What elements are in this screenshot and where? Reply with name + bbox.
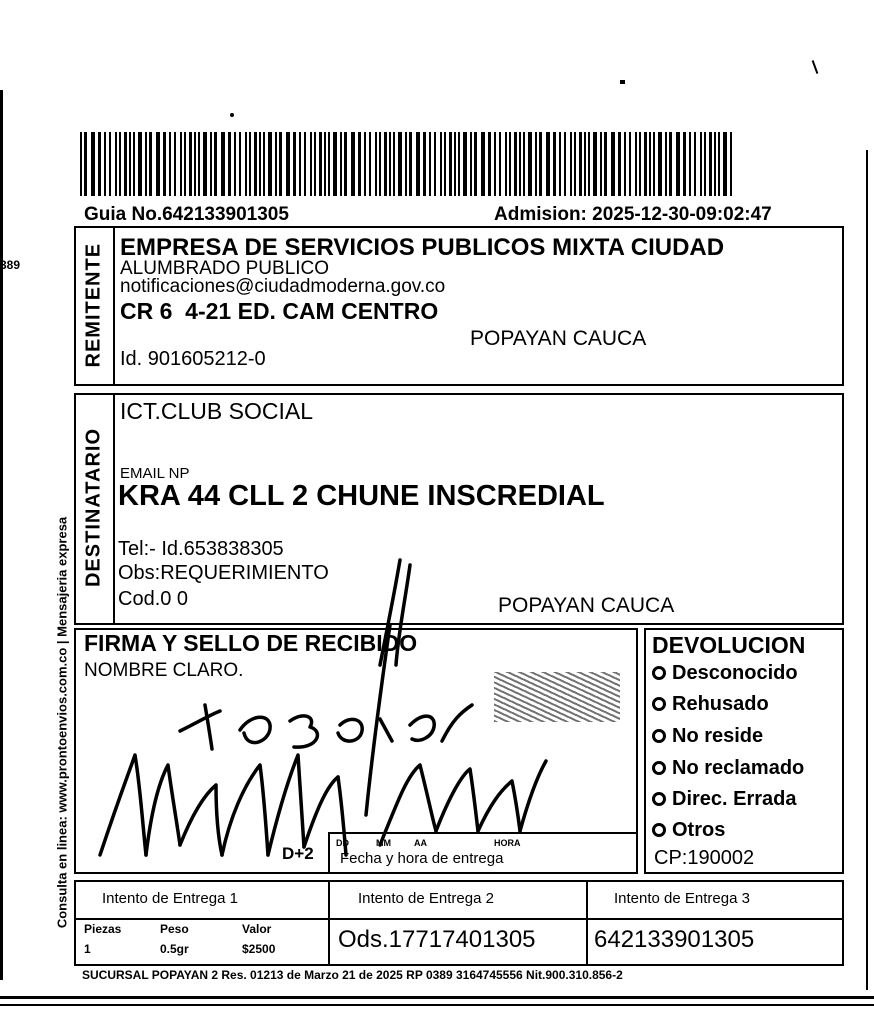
barcode-bar bbox=[704, 132, 706, 196]
barcode-bar bbox=[129, 132, 131, 196]
date-label-aa: AA bbox=[414, 838, 427, 848]
barcode-bar bbox=[499, 132, 501, 196]
return-option-no-reclamado[interactable] bbox=[652, 757, 804, 780]
barcode-bar bbox=[379, 132, 381, 196]
barcode-bar bbox=[700, 132, 702, 196]
sender-label: REMITENTE bbox=[82, 242, 105, 368]
barcode-bar bbox=[310, 132, 312, 196]
speck bbox=[230, 113, 234, 117]
barcode-bar bbox=[694, 132, 696, 196]
barcode-bar bbox=[189, 132, 192, 196]
barcode-bar bbox=[519, 132, 521, 196]
barcode-bar bbox=[676, 132, 680, 196]
barcode-bar bbox=[730, 132, 732, 196]
handwritten-signature bbox=[80, 555, 640, 873]
barcode-bar bbox=[169, 132, 171, 196]
barcode-bar bbox=[474, 132, 477, 196]
barcode-bar bbox=[553, 132, 556, 196]
package-value-valor: $2500 bbox=[242, 942, 276, 956]
barcode-bar bbox=[324, 132, 326, 196]
barcode-bar bbox=[210, 132, 212, 196]
barcode-bar bbox=[221, 132, 225, 196]
barcode-bar bbox=[389, 132, 391, 196]
barcode-bar bbox=[214, 132, 217, 196]
barcode-bar bbox=[84, 132, 87, 196]
barcode-bar bbox=[98, 132, 101, 196]
recipient-address: KRA 44 CLL 2 CHUNE INSCREDIAL bbox=[118, 480, 605, 512]
recipient-obs: Obs:REQUERIMIENTO bbox=[118, 562, 329, 584]
barcode-bar bbox=[234, 132, 236, 196]
attempts-divider-1 bbox=[328, 880, 330, 966]
barcode-bar bbox=[254, 132, 257, 196]
barcode-bar bbox=[423, 132, 426, 196]
attempt-2: Intento de Entrega 2 bbox=[358, 890, 494, 907]
left-edge-text: 389 bbox=[0, 258, 21, 272]
barcode-bar bbox=[384, 132, 387, 196]
barcode-bar bbox=[156, 132, 160, 196]
attempt-3: Intento de Entrega 3 bbox=[614, 890, 750, 907]
recipient-tel: Tel:- Id.653838305 bbox=[118, 538, 284, 560]
speck bbox=[812, 60, 819, 74]
barcode-bar bbox=[624, 132, 626, 196]
return-option-direc-errada[interactable] bbox=[652, 788, 797, 811]
guide-number: Guia No.642133901305 bbox=[84, 204, 289, 225]
barcode-bar bbox=[249, 132, 251, 196]
barcode-bar bbox=[718, 132, 720, 196]
barcode-bar bbox=[180, 132, 182, 196]
barcode-bar bbox=[416, 132, 420, 196]
barcode-bar bbox=[669, 132, 672, 196]
barcode-bar bbox=[505, 132, 507, 196]
barcode-bar bbox=[268, 132, 272, 196]
bottom-edge-line-2 bbox=[0, 1004, 874, 1006]
recipient-cod: Cod.0 0 bbox=[118, 588, 189, 610]
return-option-label: Desconocido bbox=[672, 662, 798, 684]
date-label-dd: DD bbox=[336, 838, 349, 848]
barcode-bar bbox=[644, 132, 647, 196]
barcode-bar bbox=[239, 132, 241, 196]
barcode-bar bbox=[570, 132, 572, 196]
barcode-bar bbox=[653, 132, 655, 196]
return-option-no-reside[interactable] bbox=[652, 725, 763, 748]
barcode-bar bbox=[463, 132, 467, 196]
barcode-bar bbox=[263, 132, 265, 196]
barcode-bar bbox=[689, 132, 691, 196]
barcode-bar bbox=[149, 132, 152, 196]
barcode-bar bbox=[286, 132, 290, 196]
barcode-bar bbox=[470, 132, 472, 196]
barcode-bar bbox=[593, 132, 597, 196]
barcode-bar bbox=[429, 132, 431, 196]
return-option-label: Otros bbox=[672, 819, 726, 841]
barcode-bar bbox=[588, 132, 590, 196]
attempts-mid-line bbox=[74, 918, 844, 920]
barcode-bar bbox=[604, 132, 607, 196]
package-header-piezas: Piezas bbox=[84, 922, 122, 936]
sender-email: notificaciones@ciudadmoderna.gov.co bbox=[120, 276, 446, 297]
barcode-bar bbox=[454, 132, 456, 196]
barcode-bar bbox=[444, 132, 446, 196]
return-option-label: No reside bbox=[672, 725, 764, 747]
radio-icon bbox=[652, 697, 666, 711]
sender-address: CR 6 4-21 ED. CAM CENTRO bbox=[120, 298, 439, 324]
barcode-bar bbox=[434, 132, 436, 196]
barcode-bar bbox=[358, 132, 361, 196]
recipient-city: POPAYAN CAUCA bbox=[498, 594, 675, 617]
return-option-rehusado[interactable] bbox=[652, 693, 769, 716]
barcode-bar bbox=[163, 132, 166, 196]
barcode-bar bbox=[198, 132, 200, 196]
barcode-bar bbox=[174, 132, 176, 196]
barcode-bar bbox=[539, 132, 542, 196]
receipt-title: FIRMA Y SELLO DE RECIBIDO bbox=[84, 630, 418, 656]
barcode-bar bbox=[145, 132, 147, 196]
barcode-bar bbox=[293, 132, 296, 196]
side-text: Consulta en linea: www.prontoenvios.com.co | Mensajeria expresa bbox=[54, 516, 70, 929]
recipient-name: ICT.CLUB SOCIAL bbox=[120, 398, 313, 424]
sender-id: Id. 901605212-0 bbox=[120, 348, 266, 370]
barcode-bar bbox=[133, 132, 135, 196]
barcode-bar bbox=[514, 132, 517, 196]
receipt-d2: D+2 bbox=[282, 844, 314, 863]
barcode-bar bbox=[340, 132, 342, 196]
barcode-bar bbox=[714, 132, 716, 196]
return-option-label: No reclamado bbox=[672, 757, 805, 779]
recipient-label: DESTINATARIO bbox=[82, 427, 105, 588]
barcode-bar bbox=[683, 132, 686, 196]
barcode-bar bbox=[184, 132, 186, 196]
barcode-bar bbox=[658, 132, 662, 196]
radio-icon bbox=[652, 792, 666, 806]
return-option-label: Rehusado bbox=[672, 693, 769, 715]
barcode-bar bbox=[299, 132, 301, 196]
attempt-1: Intento de Entrega 1 bbox=[102, 890, 238, 907]
footer-text: SUCURSAL POPAYAN 2 Res. 01213 de Marzo 21 de 2025 RP 0389 3164745556 Nit.900.310.856-2 bbox=[82, 968, 623, 982]
barcode-bar bbox=[203, 132, 207, 196]
barcode-bar bbox=[449, 132, 452, 196]
barcode-bar bbox=[279, 132, 282, 196]
barcode-bar bbox=[364, 132, 366, 196]
left-edge-line bbox=[0, 90, 3, 980]
recipient-email: EMAIL NP bbox=[120, 465, 190, 482]
barcode-bar bbox=[709, 132, 712, 196]
package-value-piezas: 1 bbox=[84, 942, 91, 956]
barcode-bar bbox=[546, 132, 550, 196]
barcode-bar bbox=[611, 132, 615, 196]
bottom-edge-line bbox=[0, 996, 874, 999]
sender-city: POPAYAN CAUCA bbox=[470, 327, 647, 350]
ods-number: Ods.17717401305 bbox=[338, 926, 536, 953]
barcode-bar bbox=[228, 132, 231, 196]
barcode-bar bbox=[494, 132, 496, 196]
barcode-bar bbox=[304, 132, 306, 196]
admission-date: Admision: 2025-12-30-09:02:47 bbox=[494, 204, 772, 225]
package-header-peso: Peso bbox=[160, 922, 189, 936]
barcode-bar bbox=[119, 132, 121, 196]
barcode bbox=[80, 132, 735, 196]
barcode-bar bbox=[124, 132, 127, 196]
barcode-bar bbox=[649, 132, 651, 196]
barcode-bar bbox=[564, 132, 566, 196]
barcode-bar bbox=[393, 132, 395, 196]
sender-divider bbox=[113, 226, 115, 386]
barcode-bar bbox=[639, 132, 641, 196]
barcode-bar bbox=[635, 132, 637, 196]
barcode-bar bbox=[194, 132, 196, 196]
barcode-bar bbox=[375, 132, 377, 196]
barcode-bar bbox=[509, 132, 511, 196]
attempts-divider-2 bbox=[586, 880, 588, 966]
barcode-bar bbox=[535, 132, 537, 196]
radio-icon bbox=[652, 729, 666, 743]
barcode-bar bbox=[600, 132, 602, 196]
barcode-bar bbox=[488, 132, 491, 196]
barcode-bar bbox=[104, 132, 106, 196]
barcode-bar bbox=[723, 132, 727, 196]
package-value-peso: 0.5gr bbox=[160, 942, 189, 956]
guide-number-repeat: 642133901305 bbox=[594, 926, 755, 953]
date-caption: Fecha y hora de entrega bbox=[340, 850, 504, 867]
receipt-name-label: NOMBRE CLARO. bbox=[84, 660, 244, 681]
date-label-mm: MM bbox=[376, 838, 391, 848]
barcode-bar bbox=[344, 132, 347, 196]
barcode-bar bbox=[409, 132, 412, 196]
barcode-bar bbox=[369, 132, 371, 196]
barcode-bar bbox=[80, 132, 82, 196]
sender-line2: ALUMBRADO PUBLICO bbox=[120, 258, 330, 279]
barcode-bar bbox=[319, 132, 322, 196]
return-option-desconocido[interactable] bbox=[652, 662, 798, 685]
return-option-label: Direc. Errada bbox=[672, 788, 797, 810]
barcode-bar bbox=[584, 132, 586, 196]
barcode-bar bbox=[115, 132, 117, 196]
barcode-bar bbox=[629, 132, 631, 196]
barcode-bar bbox=[333, 132, 337, 196]
barcode-bar bbox=[245, 132, 247, 196]
barcode-bar bbox=[458, 132, 460, 196]
barcode-bar bbox=[314, 132, 316, 196]
barcode-bar bbox=[559, 132, 561, 196]
barcode-bar bbox=[259, 132, 261, 196]
barcode-bar bbox=[528, 132, 532, 196]
barcode-bar bbox=[618, 132, 621, 196]
barcode-bar bbox=[574, 132, 576, 196]
return-cp: CP:190002 bbox=[654, 847, 755, 869]
barcode-bar bbox=[405, 132, 407, 196]
return-title: DEVOLUCION bbox=[652, 632, 806, 658]
radio-icon bbox=[652, 823, 666, 837]
radio-icon bbox=[652, 761, 666, 775]
barcode-bar bbox=[351, 132, 355, 196]
sender-name: EMPRESA DE SERVICIOS PUBLICOS MIXTA CIUDAD bbox=[120, 234, 725, 261]
package-header-valor: Valor bbox=[242, 922, 272, 936]
barcode-bar bbox=[665, 132, 667, 196]
right-edge-line bbox=[866, 150, 868, 990]
barcode-bar bbox=[398, 132, 402, 196]
barcode-bar bbox=[481, 132, 485, 196]
return-option-otros[interactable] bbox=[652, 819, 725, 842]
barcode-bar bbox=[440, 132, 442, 196]
barcode-bar bbox=[579, 132, 582, 196]
barcode-bar bbox=[138, 132, 142, 196]
barcode-bar bbox=[328, 132, 330, 196]
speck bbox=[620, 80, 625, 84]
barcode-bar bbox=[523, 132, 525, 196]
barcode-bar bbox=[109, 132, 111, 196]
date-label-hora: HORA bbox=[494, 838, 521, 848]
barcode-bar bbox=[275, 132, 277, 196]
barcode-bar bbox=[91, 132, 95, 196]
radio-icon bbox=[652, 666, 666, 680]
